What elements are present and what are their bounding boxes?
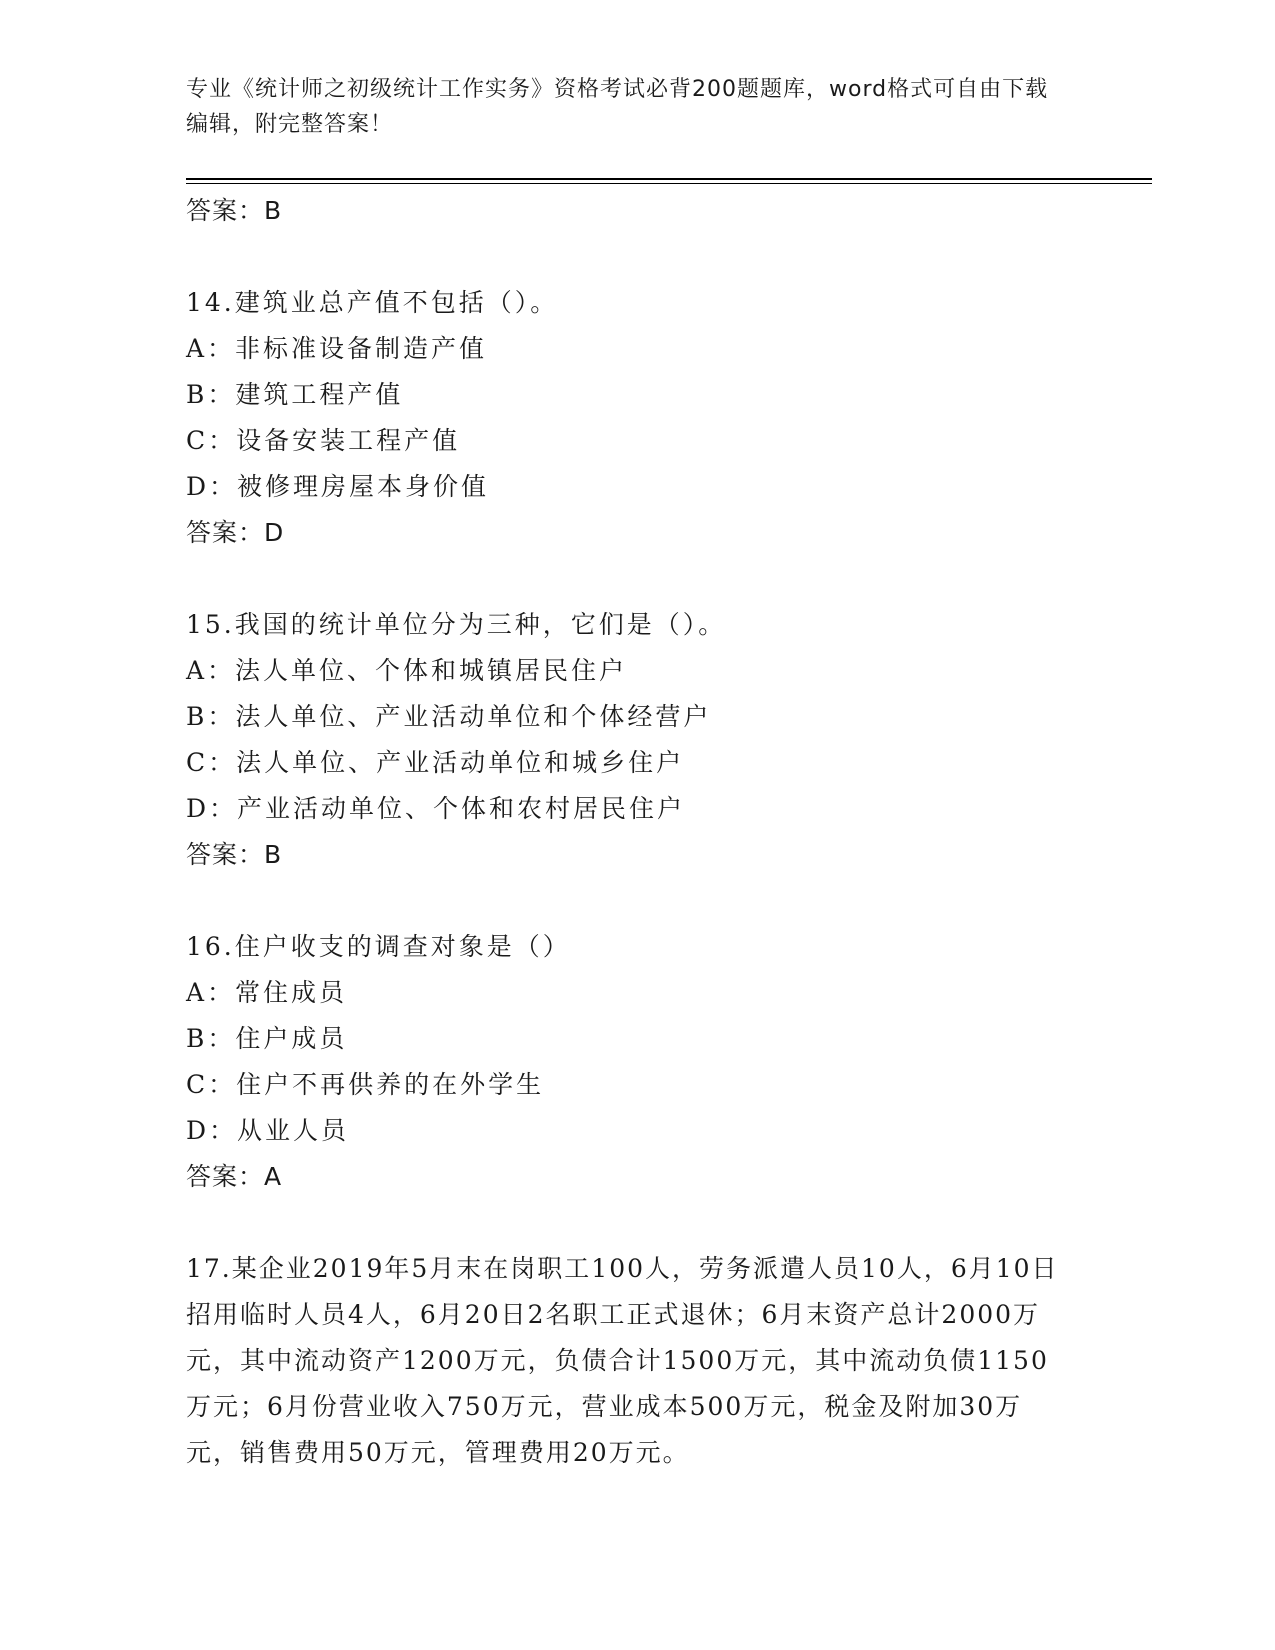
answer-13: 答案：B bbox=[186, 196, 283, 225]
question-stem: 14.建筑业总产值不包括（）。 bbox=[186, 288, 559, 317]
option-d: D：被修理房屋本身价值 bbox=[186, 472, 490, 501]
question-17-stem: 17.某企业2019年5月末在岗职工100人，劳务派遣人员10人，6月10日招用临时人员4人，6月20日2名职工正式退休；6月末资产总计2000万元，其中流动资产1200万元，负债合计1500万元，其中流动负债1150万元；6月份营业收入750万元，营业成本500万元，税金及附加30万元，销售费用50万元，管理费用20万元。 bbox=[186, 1254, 1059, 1467]
option-b: B：住户成员 bbox=[186, 1024, 348, 1053]
question-stem: 16.住户收支的调查对象是（） bbox=[186, 932, 571, 961]
option-b: B：建筑工程产值 bbox=[186, 380, 404, 409]
header-rule-thin bbox=[186, 183, 1152, 184]
document-header: 专业《统计师之初级统计工作实务》资格考试必背200题题库，word格式可自由下载编辑，附完整答案！ bbox=[186, 77, 1049, 137]
option-a: A：法人单位、个体和城镇居民住户 bbox=[186, 656, 628, 685]
option-c: C：住户不再供养的在外学生 bbox=[186, 1070, 545, 1099]
answer: 答案：A bbox=[186, 1162, 283, 1191]
question-stem: 15.我国的统计单位分为三种，它们是（）。 bbox=[186, 610, 727, 639]
option-a: A：非标准设备制造产值 bbox=[186, 334, 488, 363]
option-b: B：法人单位、产业活动单位和个体经营户 bbox=[186, 702, 712, 731]
question-14 bbox=[186, 280, 1086, 556]
question-16 bbox=[186, 924, 1086, 1200]
question-15 bbox=[186, 602, 1086, 878]
answer: 答案：B bbox=[186, 840, 283, 869]
option-a: A：常住成员 bbox=[186, 978, 348, 1007]
option-c: C：法人单位、产业活动单位和城乡住户 bbox=[186, 748, 685, 777]
document-body bbox=[186, 188, 1086, 1476]
answer: 答案：D bbox=[186, 518, 285, 547]
header-rule-thick bbox=[186, 178, 1152, 180]
option-d: D：产业活动单位、个体和农村居民住户 bbox=[186, 794, 686, 823]
option-d: D：从业人员 bbox=[186, 1116, 350, 1145]
option-c: C：设备安装工程产值 bbox=[186, 426, 461, 455]
